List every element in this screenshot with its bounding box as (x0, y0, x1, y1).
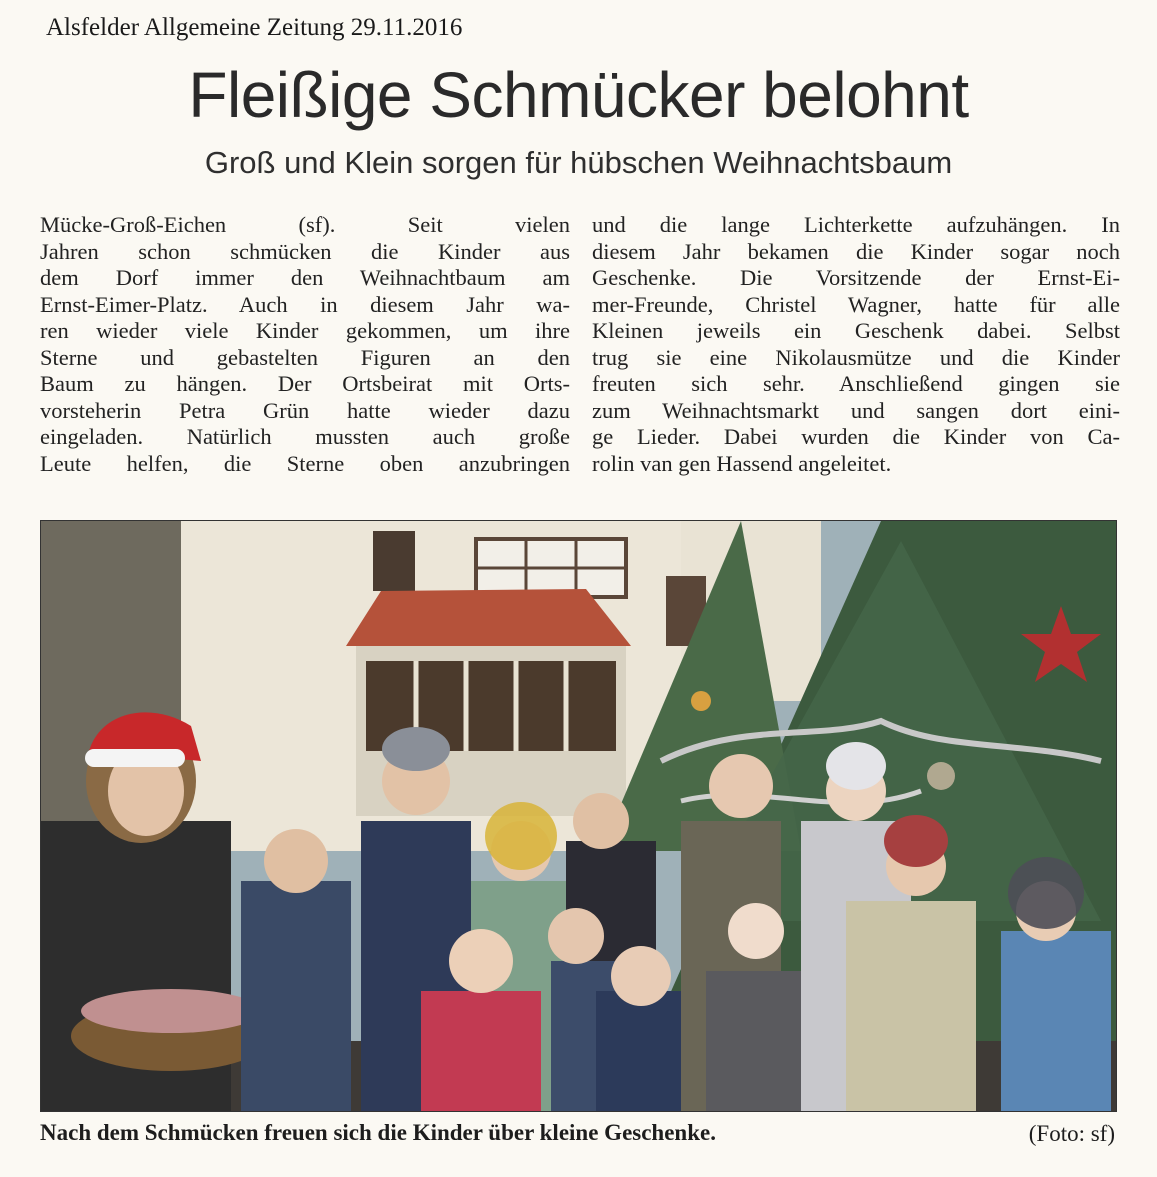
article-line: rolin van gen Hassend angeleitet. (592, 450, 892, 476)
article-line: diesem Jahr bekamen die Kinder sogar noch (592, 238, 1120, 264)
article-column-right (592, 212, 1120, 477)
article-line: und die lange Lichterkette aufzuhängen. In (592, 212, 1120, 237)
article-line: trug sie eine Nikolausmütze und die Kinder (592, 344, 1120, 370)
article-line: Jahren schon schmücken die Kinder aus (40, 238, 570, 264)
photo-caption: Nach dem Schmücken freuen sich die Kinder über kleine Geschenke. (40, 1120, 716, 1145)
article-line: Mücke-Groß-Eichen (sf). Seit vielen (40, 212, 570, 237)
article-line: ren wieder viele Kinder gekommen, um ihre (40, 318, 570, 343)
article-line: ge Lieder. Dabei wurden die Kinder von Ca- (592, 424, 1120, 449)
headline: Fleißige Schmücker belohnt (188, 59, 969, 131)
article-line: zum Weihnachtsmarkt und sangen dort eini- (592, 397, 1120, 423)
source-line: Alsfelder Allgemeine Zeitung 29.11.2016 (46, 14, 463, 41)
article-line: Baum zu hängen. Der Ortsbeirat mit Orts- (40, 371, 570, 396)
ornament (927, 762, 955, 790)
article-photo (40, 520, 1117, 1112)
article-line: Leute helfen, die Sterne oben anzubringen (40, 450, 570, 476)
photo-credit: (Foto: sf) (1028, 1121, 1115, 1146)
article-line: freuten sich sehr. Anschließend gingen sie (592, 371, 1120, 396)
article-line: dem Dorf immer den Weihnachtbaum am (40, 265, 570, 290)
article-line: Geschenke. Die Vorsitzende der Ernst-Ei- (592, 265, 1120, 290)
window (373, 531, 415, 591)
subheadline: Groß und Klein sorgen für hübschen Weihnachtsbaum (204, 145, 953, 180)
article-line: Kleinen jeweils ein Geschenk dabei. Selbst (592, 318, 1120, 343)
article-line: mer-Freunde, Christel Wagner, hatte für alle (592, 291, 1120, 317)
article-line: Ernst-Eimer-Platz. Auch in diesem Jahr wa- (40, 291, 570, 317)
article-column-left (40, 212, 570, 477)
article-line: Sterne und gebastelten Figuren an den (40, 344, 570, 370)
article-line: vorsteherin Petra Grün hatte wieder dazu (40, 397, 570, 423)
ornament (691, 691, 711, 711)
roof (346, 589, 631, 646)
article-line: eingeladen. Natürlich mussten auch große (40, 424, 570, 449)
